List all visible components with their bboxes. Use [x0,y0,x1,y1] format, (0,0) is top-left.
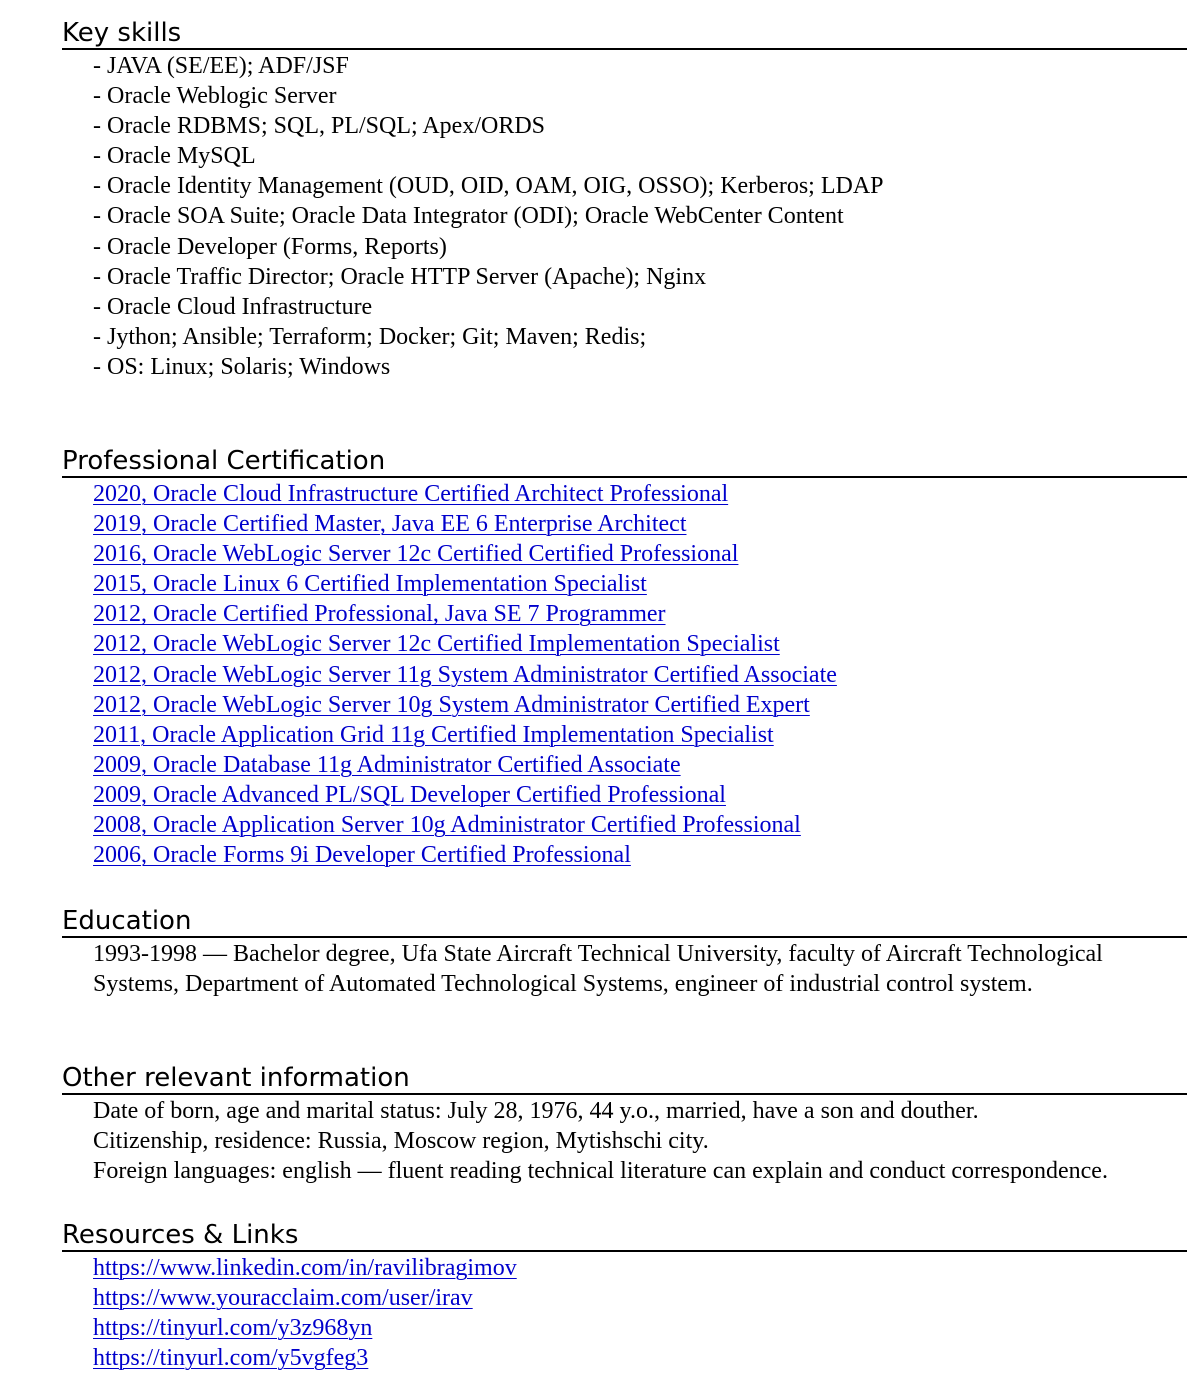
skill-item: - Oracle MySQL [93,143,256,170]
other-info-heading: Other relevant information [62,1062,1187,1095]
education-heading: Education [62,905,1187,938]
skill-item: - Oracle Cloud Infrastructure [93,293,373,320]
resource-link[interactable]: https://tinyurl.com/y5vgfeg3 [93,1345,369,1372]
certification-link[interactable]: 2016, Oracle WebLogic Server 12c Certified Certified Professional [93,541,739,568]
certification-link[interactable]: 2012, Oracle WebLogic Server 11g System Administrator Certified Associate [93,661,837,688]
education-body [62,938,1187,999]
skill-item: - JAVA (SE/EE); ADF/JSF [93,53,349,79]
education-section [62,905,1187,999]
certification-link[interactable]: 2019, Oracle Certified Master, Java EE 6 Enterprise Architect [93,511,687,538]
certification-heading: Professional Certification [62,445,1187,478]
certification-link[interactable]: 2009, Oracle Advanced PL/SQL Developer Certified Professional [93,781,726,808]
skill-item: - Oracle Weblogic Server [93,83,337,110]
education-line: 1993-1998 — Bachelor degree, Ufa State Aircraft Technical University, faculty of Aircraft Technological [93,941,1103,967]
certification-link[interactable]: 2012, Oracle Certified Professional, Java SE 7 Programmer [93,601,666,628]
resource-link[interactable]: https://www.linkedin.com/in/ravilibragimov [93,1255,517,1281]
resources-heading: Resources & Links [62,1219,1187,1252]
resources-list [62,1252,1187,1373]
key-skills-list [62,50,1187,382]
skill-item: - Oracle RDBMS; SQL, PL/SQL; Apex/ORDS [93,113,546,140]
certification-link[interactable]: 2020, Oracle Cloud Infrastructure Certified Architect Professional [93,481,729,507]
other-info-body [62,1095,1187,1186]
other-info-line: Date of born, age and marital status: July 28, 1976, 44 y.o., married, have a son and douther. [93,1098,979,1124]
key-skills-heading: Key skills [62,17,1187,50]
certification-link[interactable]: 2015, Oracle Linux 6 Certified Implementation Specialist [93,571,647,598]
skill-item: - Oracle Identity Management (OUD, OID, OAM, OIG, OSSO); Kerberos; LDAP [93,173,884,200]
skill-item: - Oracle SOA Suite; Oracle Data Integrator (ODI); Oracle WebCenter Content [93,203,844,230]
certification-link[interactable]: 2009, Oracle Database 11g Administrator Certified Associate [93,751,681,778]
certification-section [62,445,1187,870]
education-line: Systems, Department of Automated Technological Systems, engineer of industrial control system. [93,971,1033,998]
resource-link[interactable]: https://tinyurl.com/y3z968yn [93,1315,373,1342]
key-skills-section [62,17,1187,382]
other-info-line: Citizenship, residence: Russia, Moscow region, Mytishschi city. [93,1128,709,1155]
certification-list [62,478,1187,870]
skill-item: - Jython; Ansible; Terraform; Docker; Git; Maven; Redis; [93,323,647,350]
certification-link[interactable]: 2012, Oracle WebLogic Server 10g System Administrator Certified Expert [93,691,810,718]
resources-section [62,1219,1187,1373]
other-info-line: Foreign languages: english — fluent reading technical literature can explain and conduct correspondence. [93,1158,1108,1185]
skill-item: - Oracle Traffic Director; Oracle HTTP Server (Apache); Nginx [93,263,707,290]
certification-link[interactable]: 2006, Oracle Forms 9i Developer Certified Professional [93,842,631,869]
certification-link[interactable]: 2011, Oracle Application Grid 11g Certified Implementation Specialist [93,721,774,748]
resource-link[interactable]: https://www.youracclaim.com/user/irav [93,1285,473,1312]
other-info-section [62,1062,1187,1186]
certification-link[interactable]: 2012, Oracle WebLogic Server 12c Certified Implementation Specialist [93,631,780,658]
certification-link[interactable]: 2008, Oracle Application Server 10g Administrator Certified Professional [93,812,801,839]
skill-item: - OS: Linux; Solaris; Windows [93,353,391,380]
skill-item: - Oracle Developer (Forms, Reports) [93,233,447,260]
